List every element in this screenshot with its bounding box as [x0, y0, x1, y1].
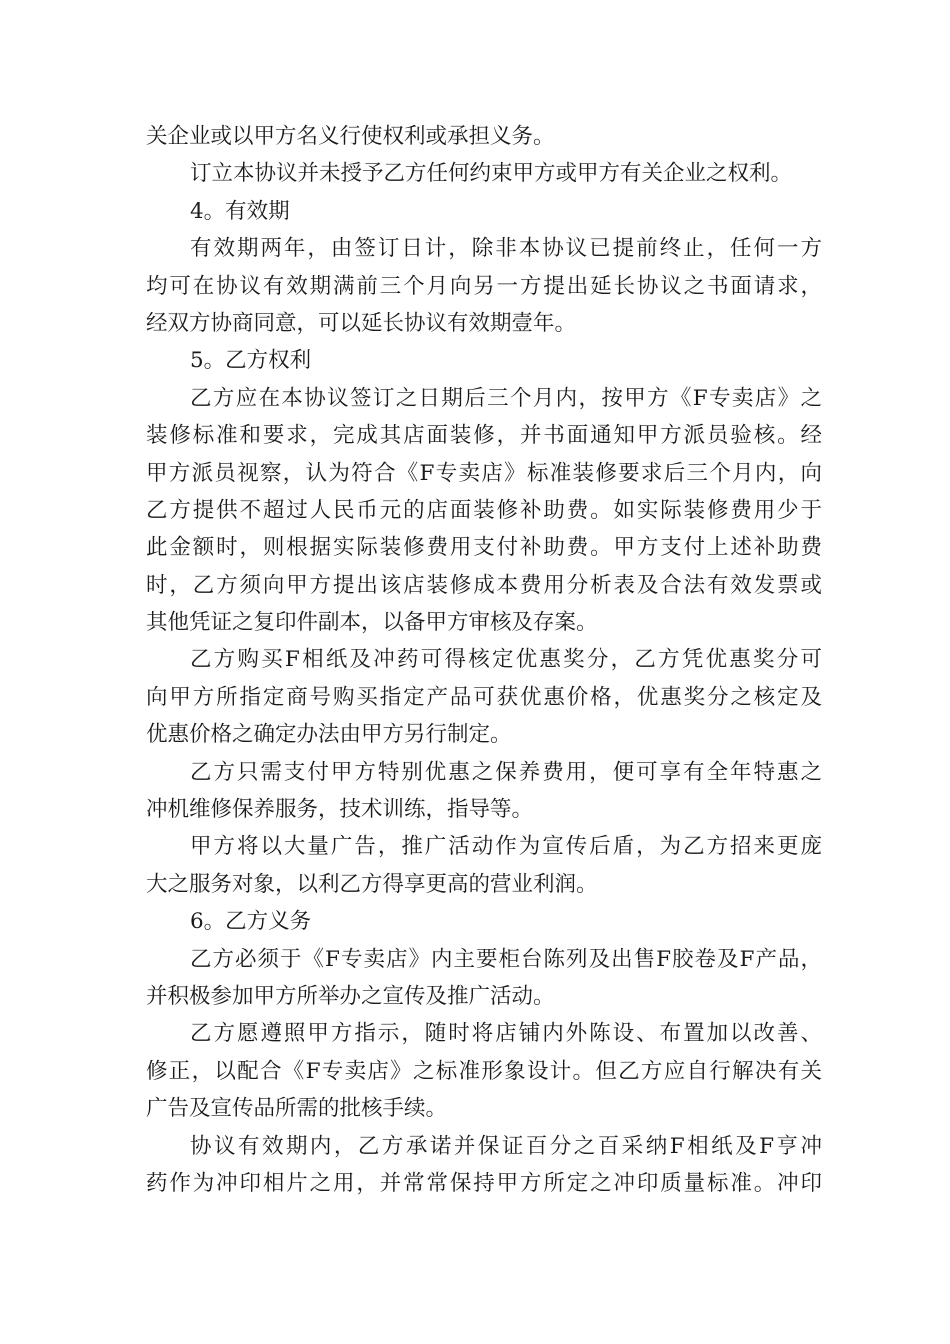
text-line: 甲方派员视察，认为符合《F专卖店》标准装修要求后三个月内，向	[146, 460, 822, 486]
text-line: 优惠价格之确定办法由甲方另行制定。	[146, 722, 512, 748]
text-line: 有效期两年，由签订日计，除非本协议已提前终止，任何一方	[190, 236, 822, 262]
text-line: 6。乙方义务	[190, 909, 312, 935]
text-line: 乙方必须于《F专卖店》内主要柜台陈列及出售F胶卷及F产品，	[190, 946, 822, 972]
text-line: 乙方愿遵照甲方指示，随时将店铺内外陈设、布置加以改善、	[190, 1021, 822, 1047]
text-line: 修正，以配合《F专卖店》之标准形象设计。但乙方应自行解决有关	[146, 1058, 822, 1084]
text-line: 向甲方所指定商号购买指定产品可获优惠价格，优惠奖分之核定及	[146, 684, 822, 710]
text-line: 乙方提供不超过人民币元的店面装修补助费。如实际装修费用少于	[146, 497, 822, 523]
text-line: 乙方应在本协议签订之日期后三个月内，按甲方《F专卖店》之	[190, 385, 822, 411]
text-line: 5。乙方权利	[190, 348, 312, 374]
text-line: 大之服务对象，以利乙方得享更高的营业利润。	[146, 871, 598, 897]
text-line: 并积极参加甲方所举办之宣传及推广活动。	[146, 983, 555, 1009]
text-line: 4。有效期	[190, 198, 290, 224]
text-line: 乙方只需支付甲方特别优惠之保养费用，便可享有全年特惠之	[190, 759, 822, 785]
text-line: 装修标准和要求，完成其店面装修，并书面通知甲方派员验核。经	[146, 423, 822, 449]
text-line: 甲方将以大量广告，推广活动作为宣传后盾，为乙方招来更庞	[190, 834, 822, 860]
text-line: 时，乙方须向甲方提出该店装修成本费用分析表及合法有效发票或	[146, 572, 822, 598]
text-line: 广告及宣传品所需的批核手续。	[146, 1096, 448, 1122]
text-line: 经双方协商同意，可以延长协议有效期壹年。	[146, 310, 577, 336]
text-line: 协议有效期内，乙方承诺并保证百分之百采纳F相纸及F亨冲	[190, 1133, 822, 1159]
text-line: 其他凭证之复印件副本，以备甲方审核及存案。	[146, 610, 598, 636]
text-line: 药作为冲印相片之用，并常常保持甲方所定之冲印质量标准。冲印	[146, 1170, 822, 1196]
text-line: 关企业或以甲方名义行使权利或承担义务。	[146, 124, 555, 149]
text-line: 订立本协议并未授予乙方任何约束甲方或甲方有关企业之权利。	[190, 161, 793, 187]
text-line: 均可在协议有效期满前三个月向另一方提出延长协议之书面请求，	[146, 273, 822, 299]
document-page	[146, 118, 822, 1202]
text-line: 乙方购买F相纸及冲药可得核定优惠奖分，乙方凭优惠奖分可	[190, 647, 822, 673]
text-line: 此金额时，则根据实际装修费用支付补助费。甲方支付上述补助费	[146, 535, 822, 561]
text-line: 冲机维修保养服务，技术训练，指导等。	[146, 797, 534, 823]
